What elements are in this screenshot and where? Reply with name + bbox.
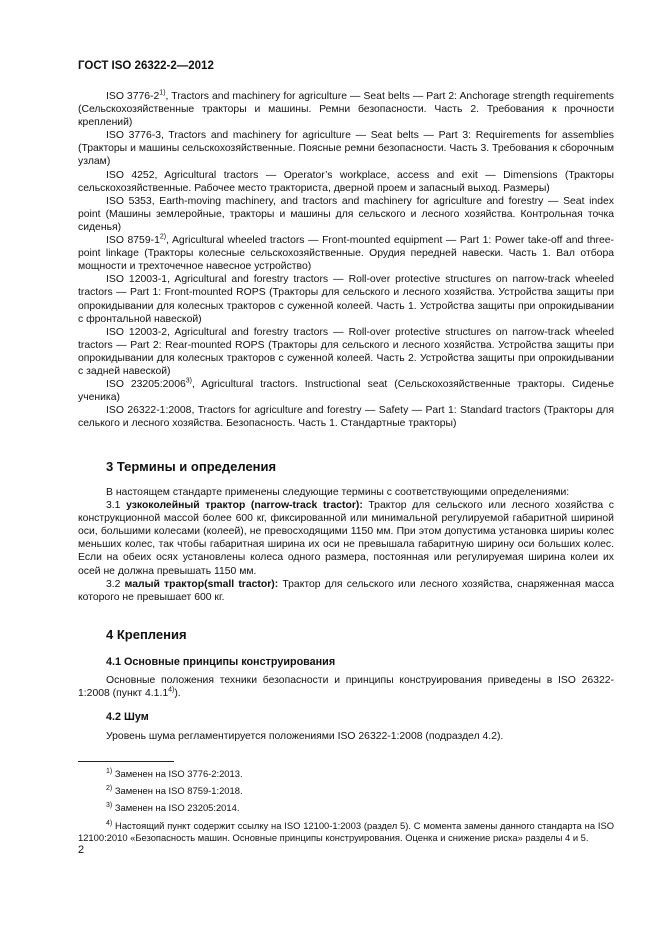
page-number: 2 [78,844,85,856]
document-header: ГОСТ ISO 26322-2—2012 [78,60,214,72]
subsection-4-1-heading: 4.1 Основные принципы конструирования [106,656,336,668]
reference-item: ISO 4252, Agricultural tractors — Operator’s workplace, access and exit — Dimensions (Тракторы сельскохозяйственные. Рабочее место тракториста, дверной проем и запасный выход. Размеры) [78,169,614,194]
footnote-item: $^{4)}$ Настоящий пункт содержит ссылку на ISO 12100-1:2003 (раздел 5). С момента замены данного стандарта на ISO 12100:2010 «Безопасность машин. Основные принципы конструирования. Оценка и снижение риска» разделы 4 и 5. [78,819,614,843]
footnotes [78,768,614,849]
section-4-heading: 4 Крепления [106,627,187,642]
footnote-divider [78,761,174,762]
footnote-marker: 4) [168,686,175,694]
normative-references-list [78,90,614,430]
footnote-marker: 2) [159,233,167,241]
reference-item: ISO 12003-1, Agricultural and forestry tractors — Roll-over protective structures on narrow-track wheeled tractors — Part 1: Front-mounted ROPS (Тракторы для сельского и лесного хозяйства. Устройства защиты при опрокидывании для колесных тракторов с суженной колеей. Часть 1. Устройства защиты при опрокидывании с фронтальной навеской) [78,274,614,325]
subsection-4-2-heading: 4.2 Шум [106,711,149,723]
reference-item: ISO 8759-1$^{2)}$, Agricultural wheeled tractors — Front-mounted equipment — Part 1: Power take-off and three-point linkage (Тракторы колесные сельскохозяйственные. Орудия передней навески. Часть 1. Вал отбора мощности и трехточечное навесное устройство) [78,233,614,273]
reference-item: ISO 23205:2006$^{3)}$, Agricultural tractors. Instructional seat (Сельскохозяйственные тракторы. Сиденье ученика) [78,377,614,404]
term-name: малый трактор(small tractor): [124,578,279,590]
footnote-item: $^{3)}$ Заменен на ISO 23205:2014. [106,802,240,814]
term-3-2: 3.2 малый трактор(small tractor): Трактор для сельского или лесного хозяйства, снаряженная масса которого не превышает 600 кг. [78,578,615,603]
section-3-heading: 3 Термины и определения [106,459,277,474]
reference-item: ISO 26322-1:2008, Tractors for agriculture and forestry — Safety — Part 1: Standard tractors (Тракторы для селького и лесного хозяйства. Безопасность. Часть 1. Стандартные тракторы) [78,405,614,430]
footnote-item: $^{1)}$ Заменен на ISO 3776-2:2013. [106,767,243,779]
subsection-4-2-body: Уровень шума регламентируется положениями ISO 26322-1:2008 (подраздел 4.2). [106,731,504,742]
footnote-marker: 3) [185,377,192,385]
footnote-item: $^{2)}$ Заменен на ISO 8759-1:2018. [106,785,243,797]
term-3-1: 3.1 узкоколейный трактор (narrow-track tractor): Трактор для сельского или лесного хозяйства с конструкционной массой более 600 кг, фиксированной или минимальной регулируемой габаритной шириной оси, большими колесами (колеей), не превосходящими 1150 мм. При этом допустима установка шириы колес меньших колес, так чтобы габаритная ширина их оси не превышала габаритную ширину оси больших колес. Если на обеих осях установлены колеса одного размера, постоянная или регулируемая ширина колеи их осей не должна превышать 1150 мм. [78,500,614,577]
footnote-marker: 1) [159,89,166,97]
term-name: узкоколейный трактор (narrow-track tractor): [126,500,363,512]
reference-item: ISO 5353, Earth-moving machinery, and tractors and machinery for agriculture and forestry — Seat index point (Машины землеройные, тракторы и машины для сельского и лесного хозяйства. Контрольная точка сиденья) [78,195,614,233]
section-3-intro: В настоящем стандарте применены следующие термины с соответствующими определениями: [106,487,570,498]
reference-item: ISO 12003-2, Agricultural and forestry tractors — Roll-over protective structures on narrow-track wheeled tractors — Part 2: Rear-mounted ROPS (Тракторы для сельского и лесного хозяйства. Устройства защиты при опрокидывании для колесных тракторов с суженной колеей. Часть 2. Устройства защиты при опрокидывании с задней навеской) [78,326,614,377]
subsection-4-1-body: Основные положения техники безопасности и принципы конструирования приведены в ISO 26322-1:2008 (пункт 4.1.1$^{4)}$). [78,675,614,700]
reference-item: ISO 3776-3, Tractors and machinery for agriculture — Seat belts — Part 3: Requirements for assemblies (Тракторы и машины сельскохозяйственные. Поясные ремни безопасности. Часть 3. Требования к сборочным узлам) [78,130,614,168]
reference-item: ISO 3776-2$^{1)}$, Tractors and machinery for agriculture — Seat belts — Part 2: Anchorage strength requirements (Сельскохозяйственные тракторы и машины. Ремни безопасности. Часть 2. Требования к прочности креплений) [78,89,615,129]
section-3-body [78,486,614,604]
